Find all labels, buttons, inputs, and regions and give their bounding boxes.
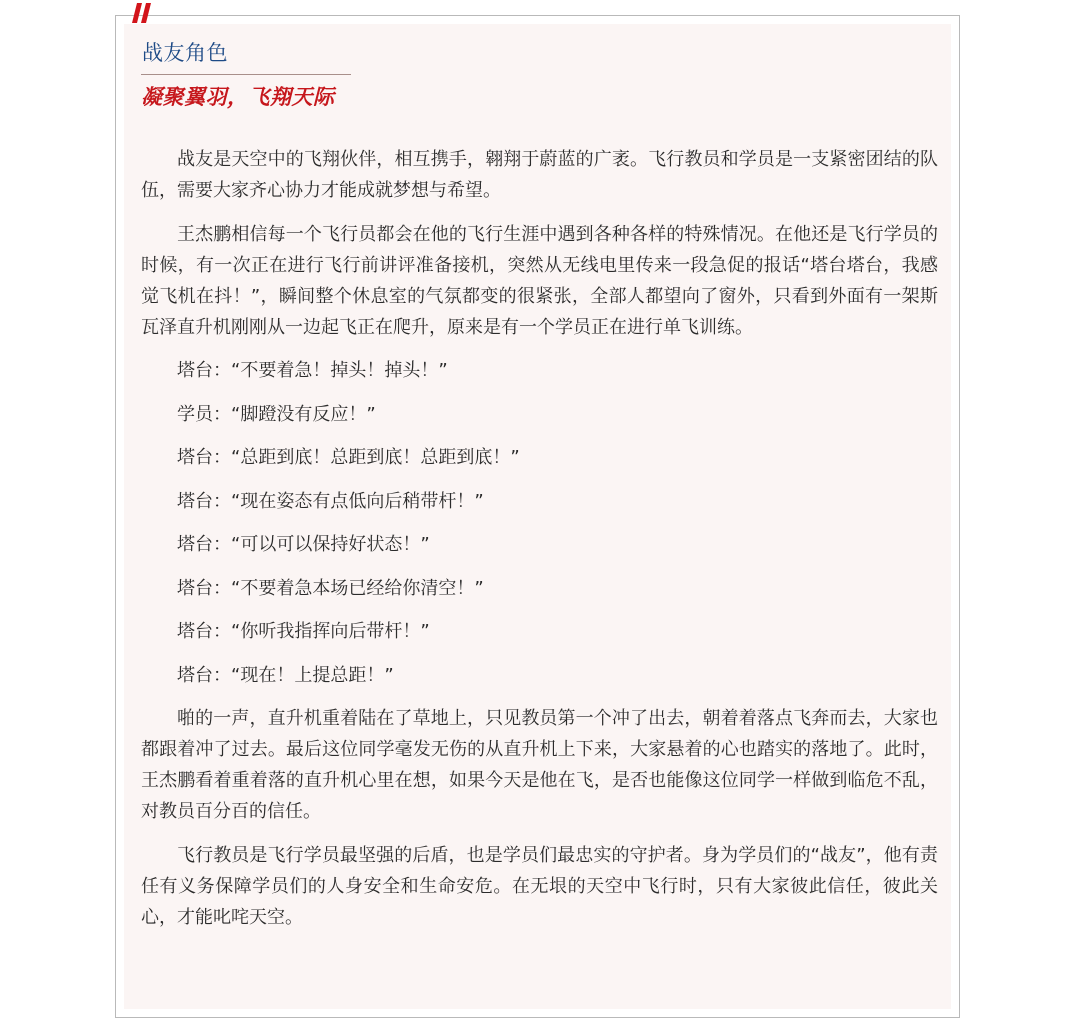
dialogue-line: 塔台：“可以可以保持好状态！” (177, 534, 430, 555)
dialogue-line: 塔台：“总距到底！总距到底！总距到底！” (177, 447, 520, 468)
section-title: 战友角色 (142, 41, 228, 65)
double-slash-icon (131, 3, 153, 23)
dialogue-line: 塔台：“不要着急本场已经给你清空！” (177, 577, 484, 599)
paragraph-intro: 战友是天空中的飞翔伙伴，相互携手，翱翔于蔚蓝的广袤。飞行教员和学员是一支紧密团结的队伍，需要大家齐心协力才能成就梦想与希望。 (141, 149, 938, 201)
paragraph-story: 王杰鹏相信每一个飞行员都会在他的飞行生涯中遇到各种各样的特殊情况。在他还是飞行学员的时候，有一次正在进行飞行前讲评准备接机，突然从无线电里传来一段急促的报话“塔台塔台，我感觉飞机在抖！”，瞬间整个休息室的气氛都变的很紧张，全部人都望向了窗外，只看到外面有一架斯瓦泽直升机刚刚从一边起飞正在爬升，原来是有一个学员正在进行单飞训练。 (141, 223, 938, 338)
article-panel (124, 24, 951, 1009)
title-underline (141, 74, 351, 75)
paragraph-landing: 啪的一声，直升机重着陆在了草地上，只见教员第一个冲了出去，朝着着落点飞奔而去，大家也都跟着冲了过去。最后这位同学毫发无伤的从直升机上下来，大家悬着的心也踏实的落地了。此时，王杰鹏看着重着落的直升机心里在想，如果今天是他在飞，是否也能像这位同学一样做到临危不乱，对教员百分百的信任。 (141, 708, 938, 822)
dialogue-line: 学员：“脚蹬没有反应！” (177, 403, 376, 425)
dialogue-line: 塔台：“你听我指挥向后带杆！” (177, 621, 430, 642)
dialogue-line: 塔台：“现在！上提总距！” (177, 664, 394, 686)
article-frame (115, 15, 960, 1018)
dialogue-line: 塔台：“不要着急！掉头！掉头！” (177, 360, 448, 381)
article-body (141, 144, 938, 945)
paragraph-conclusion: 飞行教员是飞行学员最坚强的后盾，也是学员们最忠实的守护者。身为学员们的“战友”，他有责任有义务保障学员们的人身安全和生命安危。在无垠的天空中飞行时，只有大家彼此信任，彼此关心，才能叱咤天空。 (141, 844, 938, 928)
dialogue-line: 塔台：“现在姿态有点低向后稍带杆！” (177, 490, 484, 512)
section-subtitle: 凝聚翼羽，飞翔天际 (141, 85, 335, 109)
